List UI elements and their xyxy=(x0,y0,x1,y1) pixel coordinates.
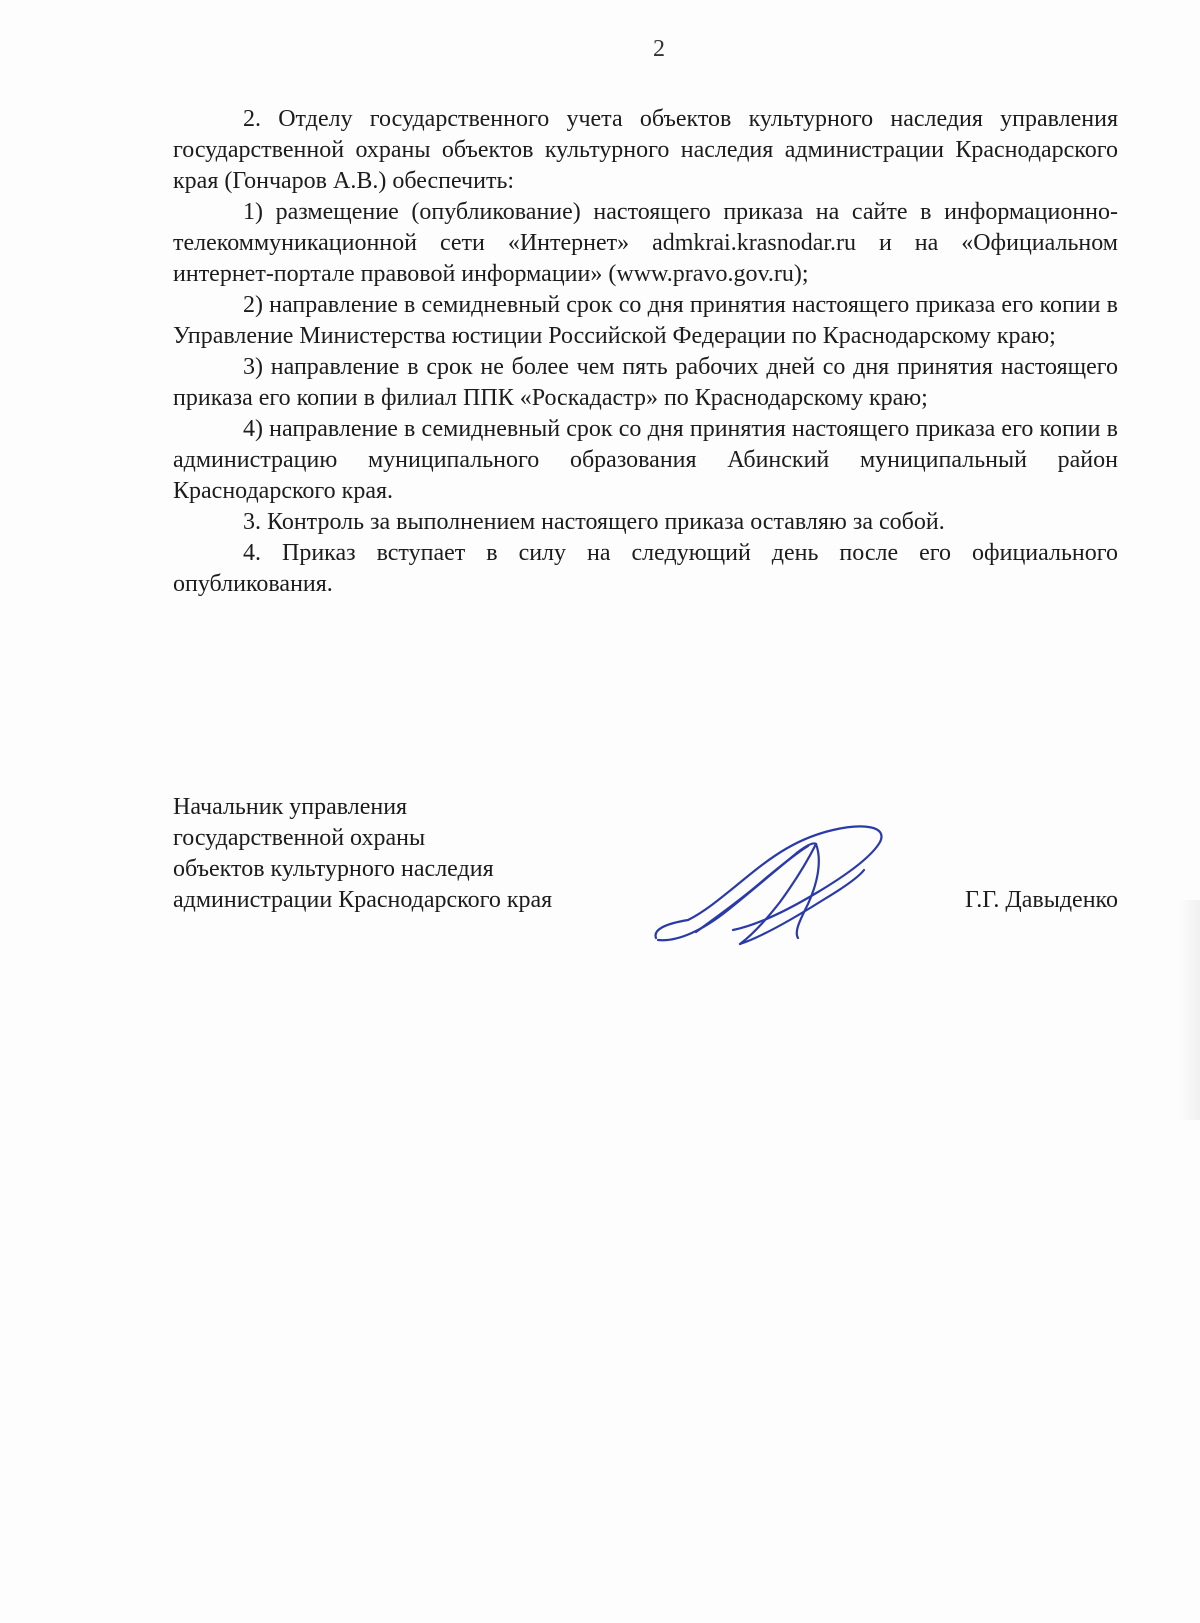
scan-edge-shadow xyxy=(1178,900,1200,1120)
document-body xyxy=(173,104,1118,600)
signer-title-line: объектов культурного наследия xyxy=(173,856,494,882)
page-number: 2 xyxy=(653,36,665,62)
paragraph-item-3-control: 3. Контроль за выполнением настоящего приказа оставляю за собой. xyxy=(243,509,945,535)
subparagraph-3-roskadastr: 3) направление в срок не более чем пять рабочих дней со дня принятия настоящего приказа его копии в филиал ППК «Роскадастр» по Краснодарскому краю; xyxy=(173,354,1118,411)
subparagraph-1-publication: 1) размещение (опубликование) настоящего приказа на сайте в информационно-телекоммуникационной сети «Интернет» admkrai.krasnodar.ru и на «Официальном интернет-портале правовой информации» (www.pravo.gov.ru); xyxy=(173,199,1118,287)
signer-title-line: администрации Краснодарского края xyxy=(173,887,553,913)
signer-title-line: государственной охраны xyxy=(173,825,426,851)
signature-block xyxy=(173,792,1118,916)
handwritten-signature xyxy=(648,820,898,955)
subparagraph-4-municipality: 4) направление в семидневный срок со дня принятия настоящего приказа его копии в администрацию муниципального образования Абинский муниципальный район Краснодарского края. xyxy=(173,416,1118,504)
signer-name: Г.Г. Давыденко xyxy=(965,887,1118,913)
paragraph-item-4-effective-date: 4. Приказ вступает в силу на следующий день после его официального опубликования. xyxy=(173,540,1118,597)
subparagraph-2-ministry-justice: 2) направление в семидневный срок со дня принятия настоящего приказа его копии в Управление Министерства юстиции Российской Федерации по Краснодарскому краю; xyxy=(173,292,1118,349)
paragraph-item-2: 2. Отделу государственного учета объектов культурного наследия управления государственной охраны объектов культурного наследия администрации Краснодарского края (Гончаров А.В.) обеспечить: xyxy=(173,106,1118,194)
signer-title-line: Начальник управления xyxy=(173,794,408,820)
